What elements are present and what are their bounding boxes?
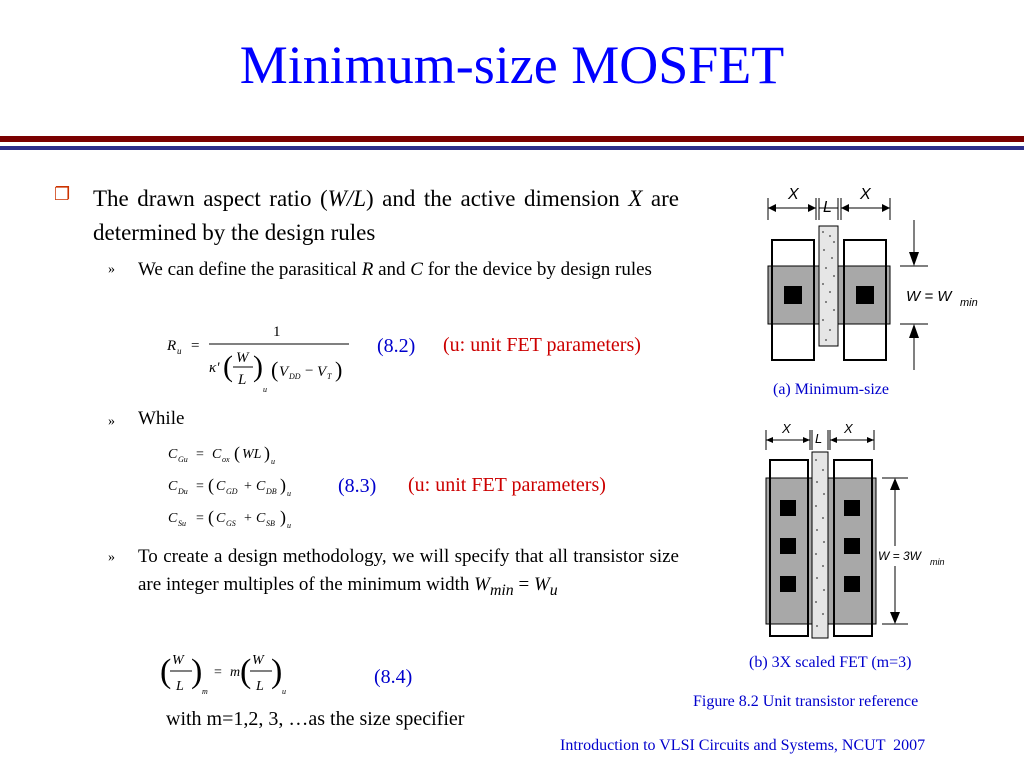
svg-text:GD: GD [226,487,238,496]
svg-text:): ) [253,350,263,383]
svg-text:): ) [335,357,343,382]
equation-8-4 [160,646,300,700]
sub-bullet-while: While [138,408,185,429]
sub-bullet-icon: » [108,262,115,277]
svg-text:C: C [168,447,178,462]
svg-text:L: L [823,199,832,216]
svg-text:Du: Du [178,487,188,496]
bullet-icon: ❐ [54,184,71,204]
sub-bullet-parasitics: We can define the parasitical R and C for the device by design rules [138,259,652,280]
title-rule-top [0,136,1024,142]
bullet-aspect-ratio: The drawn aspect ratio (W/L) and the active dimension X are determined by the design rules [93,186,680,245]
figure-caption: Figure 8.2 Unit transistor reference [693,693,919,710]
svg-text:): ) [271,653,283,690]
equation-8-2 [165,320,355,398]
svg-text:=: = [196,511,204,526]
svg-text:min: min [930,557,945,567]
svg-text:(: ( [240,653,252,690]
svg-text:(: ( [160,653,172,690]
svg-text:V: V [279,364,289,380]
equation-8-3-label: (8.3) [338,475,377,497]
sub-bullet-icon: » [108,550,115,565]
equation-8-4-label: (8.4) [374,666,413,688]
svg-text:C: C [216,479,226,494]
svg-text:W: W [172,653,184,668]
title-rule-bottom [0,146,1024,150]
equation-8-3-note: (u: unit FET parameters) [408,474,606,496]
svg-text:R: R [167,338,177,354]
svg-text:): ) [280,475,286,495]
svg-text:): ) [280,507,286,527]
svg-text:1: 1 [273,324,281,340]
svg-text:ox: ox [222,455,230,464]
svg-text:W: W [236,350,249,366]
svg-text:X: X [860,186,871,203]
svg-text:m: m [202,687,208,696]
svg-text:V: V [317,364,327,380]
svg-text:L: L [238,372,247,388]
svg-text:SB: SB [266,519,275,528]
svg-text:min: min [960,297,978,309]
svg-text:m: m [230,665,241,680]
figure-a-caption: (a) Minimum-size [773,381,889,398]
equation-8-3 [166,440,326,536]
svg-text:): ) [264,443,270,463]
slide-title: Minimum-size MOSFET [239,35,785,95]
svg-text:C: C [216,511,226,526]
figure-b-caption: (b) 3X scaled FET (m=3) [749,654,912,671]
figure-b-scaled-fet [758,420,988,645]
equation-8-2-label: (8.2) [377,335,416,357]
svg-text:u: u [263,385,267,394]
svg-text:(: ( [208,507,214,527]
svg-text:u: u [177,346,182,356]
svg-text:DB: DB [266,487,277,496]
svg-text:L: L [815,431,823,446]
svg-text:+: + [244,511,252,526]
svg-text:L: L [256,679,264,694]
svg-text:(: ( [208,475,214,495]
svg-text:W = W: W = W [906,288,952,305]
svg-text:(: ( [234,443,240,463]
svg-text:DD: DD [289,372,301,381]
svg-text:Gu: Gu [178,455,188,464]
svg-text:X: X [788,186,799,203]
svg-text:C: C [168,479,178,494]
svg-text:X: X [782,421,791,436]
equation-8-2-note: (u: unit FET parameters) [443,334,641,356]
sub-bullet-methodology: To create a design methodology, we will specify that all transistor size are integer multiples of the minimum width $W_{min} = W_u$ [138,546,679,599]
svg-text:): ) [191,653,203,690]
figure-a-minimum-size [760,180,990,380]
svg-text:(: ( [223,350,233,383]
svg-text:C: C [256,511,266,526]
svg-text:GS: GS [226,519,236,528]
sub-bullet-icon: » [108,414,115,429]
svg-text:u: u [287,521,291,530]
svg-text:L: L [176,679,184,694]
svg-text:C: C [168,511,178,526]
svg-text:+: + [244,479,252,494]
svg-text:WL: WL [242,447,262,462]
svg-text:=: = [214,665,222,680]
svg-text:u: u [287,489,291,498]
svg-text:W = 3W: W = 3W [878,549,922,563]
svg-text:(: ( [271,357,279,382]
svg-text:=: = [196,447,204,462]
svg-text:=: = [196,479,204,494]
svg-text:W: W [252,653,264,668]
svg-text:u: u [282,687,286,696]
svg-text:−: − [305,363,314,379]
svg-text:Su: Su [178,519,186,528]
svg-text:κ': κ' [209,360,220,376]
svg-text:C: C [256,479,266,494]
size-specifier-text: with m=1,2, 3, …as the size specifier [166,708,465,730]
slide-footer: Introduction to VLSI Circuits and Systems, NCUT 2007 [560,737,926,754]
svg-text:u: u [271,457,275,466]
svg-text:=: = [191,338,200,354]
svg-text:T: T [327,372,332,381]
svg-text:C: C [212,447,222,462]
svg-text:X: X [844,421,853,436]
